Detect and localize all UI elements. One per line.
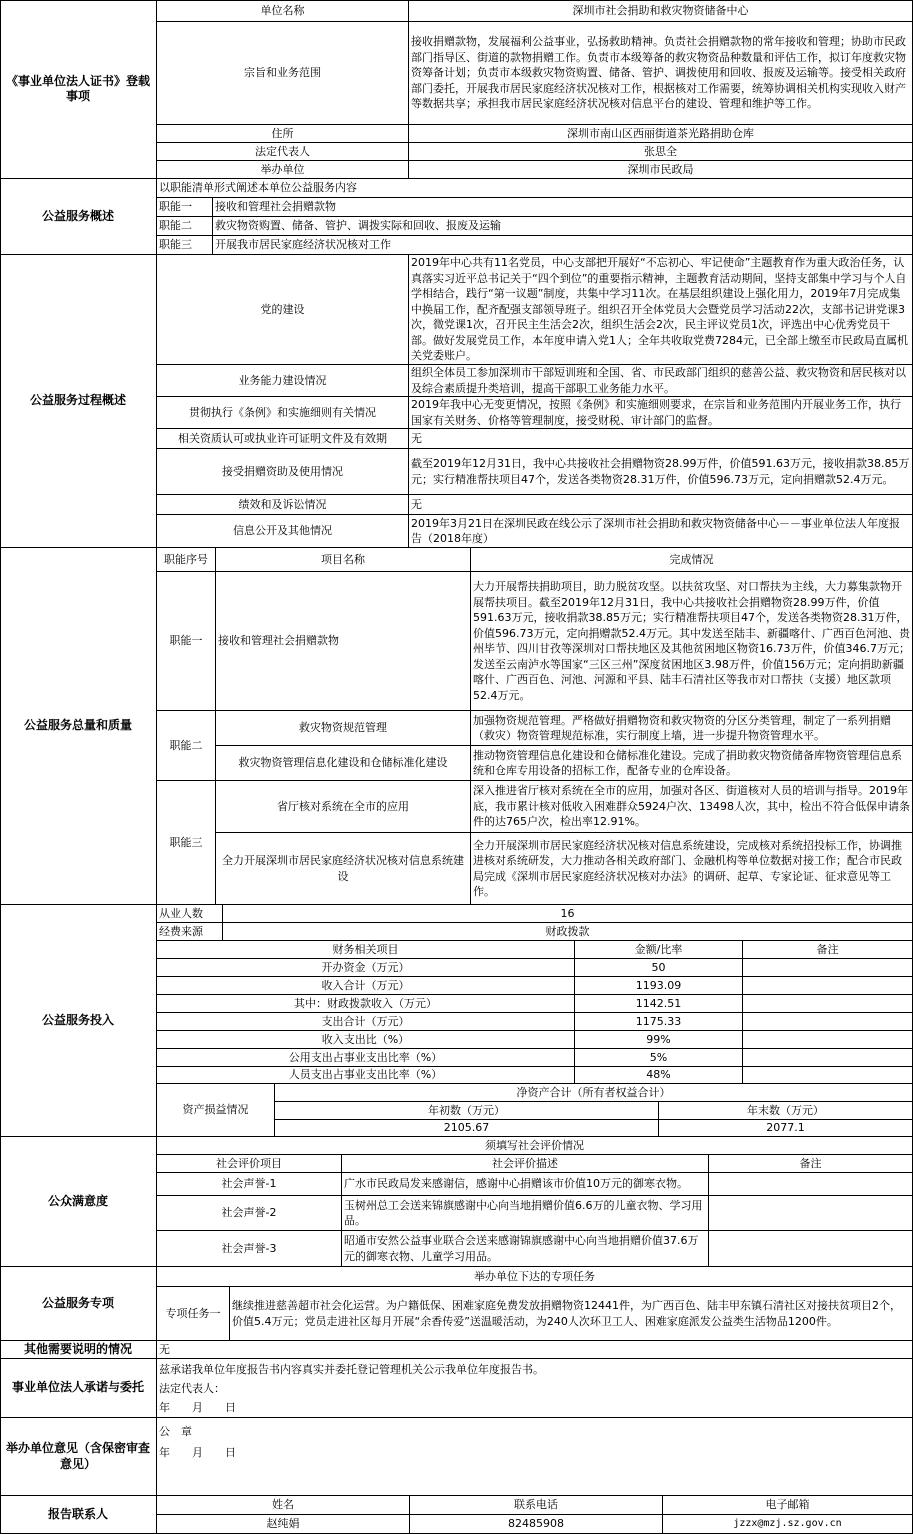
value-text: 99% (646, 1032, 671, 1046)
section-commitment (0, 1359, 157, 1418)
process-value-license (409, 429, 913, 449)
satisfaction-header-note (709, 1155, 913, 1173)
header-text: 联系电话 (514, 1498, 558, 1512)
finance-row-value (575, 977, 743, 995)
quality-function-label (157, 781, 216, 905)
finance-row-value (575, 1013, 743, 1031)
overview-function-value (213, 198, 913, 217)
contact-email (663, 1515, 913, 1534)
funding-source-value (223, 923, 913, 941)
value-text: 救灾物资管理信息化建设和仓储标准化建设 (238, 756, 448, 770)
section-label: 事业单位法人承诺与委托 (11, 1380, 144, 1395)
process-label-party (157, 255, 409, 365)
satisfaction-row-desc (342, 1173, 709, 1196)
quality-project-result (471, 572, 913, 711)
quality-project-result (471, 746, 913, 781)
value-text: 无 (411, 431, 422, 445)
header-text: 电子邮箱 (765, 1498, 810, 1512)
special-task-value (230, 1287, 913, 1341)
label-text: 单位名称 (260, 3, 305, 17)
quality-header-function (157, 548, 216, 572)
value-text: 财政拨款 (545, 924, 590, 938)
section-label: 公益服务概述 (41, 208, 114, 223)
title-text: 举办单位下达的专项任务 (474, 1269, 595, 1283)
satisfaction-row-item (157, 1196, 342, 1231)
satisfaction-header-desc (342, 1155, 709, 1173)
satisfaction-row-desc (342, 1231, 709, 1267)
value-text: jzzx@mzj.sz.gov.cn (733, 1518, 842, 1530)
label-text: 接受捐赠资助及使用情况 (222, 464, 343, 478)
value-text: 组织全体员工参加深圳市干部短训班和全国、省、市民政部门组织的慈善公益、救灾物资和居民核对以及综合素质提升类培训，提高干部职工业务能力水平。 (411, 366, 906, 395)
overview-function-label (157, 236, 213, 255)
process-label-litigation (157, 495, 409, 515)
net-assets-header (275, 1084, 913, 1102)
section-label: 报告联系人 (47, 1506, 108, 1521)
value-text: 深入推进省厅核对系统在全市的应用，加强对各区、街道核对人员的培训与指导。2019年底，我市累计核对低收入困难群众5924户次、13498人次，其中，检出不符合低保申请条件的达765户次，检出率12.91%。 (473, 784, 910, 829)
finance-row-note (743, 1067, 913, 1084)
label-text: 贯彻执行《条例》和实施细则有关情况 (189, 405, 376, 419)
value-text: 82485908 (508, 1517, 564, 1531)
value-text: 16 (560, 906, 575, 920)
assets-begin-label (275, 1102, 659, 1120)
label-text: 职能一 (159, 200, 192, 214)
legal-rep-signature-label: 法定代表人： (159, 1381, 225, 1395)
label-text: 专项任务一 (165, 1306, 221, 1320)
header-text: 年初数（万元） (428, 1103, 505, 1117)
contact-header-name (157, 1496, 410, 1515)
staff-count-value (223, 905, 913, 923)
process-value-capacity (409, 365, 913, 397)
item-text: 公用支出占事业支出比率（%） (288, 1050, 443, 1064)
label-text: 职能一 (169, 634, 203, 648)
value-text: 救灾物资规范管理 (299, 721, 387, 735)
section-label: 《事业单位法人证书》登载事项 (5, 73, 150, 103)
value-text: 截至2019年12月31日，我中心共接收社会捐赠物资28.99万件，价值591.63万元，接收捐款38.85万元；实行精准帮扶项目47个，发送各类物资28.31万件，价值596.73万元，定向捐赠款52.4万元。 (411, 457, 910, 486)
value-text: 深圳市南山区西丽街道茶光路捐助仓库 (567, 126, 754, 140)
header-text: 社会评价项目 (216, 1156, 282, 1170)
satisfaction-row-note (709, 1173, 913, 1196)
section-label: 公益服务专项 (41, 1295, 114, 1310)
other-value (157, 1341, 913, 1359)
label-text: 绩效和及诉讼情况 (238, 497, 327, 511)
quality-project-result (471, 711, 913, 746)
header-text: 净资产合计（所有者权益合计） (516, 1085, 671, 1099)
item-text: 其中：财政拨款收入（万元） (294, 996, 437, 1010)
field-value-address (409, 125, 913, 143)
value-text: 全力开展深圳市居民家庭经济状况核对信息系统建设，完成核对系统招投标工作，协调推进核对系统研发，大力推动各相关政府部门、金融机构等单位数据对接工作；配合市民政局完成《深圳市居民家庭经济状况核对办法》的调研、起草、专家论证、征求意见等工作。 (473, 838, 902, 898)
desc-text: 昭通市安然公益事业联合会送来感谢锦旗感谢中心向当地捐赠价值37.6万元的御寒衣物、儿童学习用品。 (344, 1234, 699, 1263)
section-process (0, 255, 157, 548)
label-text: 经费来源 (159, 924, 203, 938)
assets-end-value (659, 1120, 913, 1137)
quality-project-name (216, 746, 471, 781)
finance-row-value (575, 1031, 743, 1049)
field-label-unit-name (157, 0, 409, 22)
value-text: 全力开展深圳市居民家庭经济状况核对信息系统建设 (222, 854, 464, 883)
label-text: 资产损益情况 (182, 1103, 249, 1117)
value-text: 1142.51 (635, 996, 682, 1010)
label-text: 相关资质认可或执业许可证明文件及有效期 (178, 431, 387, 445)
satisfaction-row-item (157, 1173, 342, 1196)
value-text: 50 (651, 960, 666, 974)
finance-header-note (743, 941, 913, 959)
title-text: 须填写社会评价情况 (485, 1138, 584, 1152)
date-placeholder: 年 月 日 (159, 1400, 236, 1414)
value-text: 省厅核对系统在全市的应用 (277, 799, 409, 813)
satisfaction-row-item (157, 1231, 342, 1267)
label-text: 职能三 (159, 238, 192, 252)
satisfaction-header-item (157, 1155, 342, 1173)
assets-end-label (659, 1102, 913, 1120)
item-text: 社会声誉-2 (221, 1206, 277, 1220)
finance-row-item (157, 959, 575, 977)
header-text: 备注 (799, 1156, 822, 1170)
quality-project-name (216, 833, 471, 905)
field-label-purpose (157, 22, 409, 125)
overview-intro (157, 179, 913, 198)
value-text: 加强物资规范管理。严格做好捐赠物资和救灾物资的分区分类管理，制定了一系列捐赠（救灾）物资管理规范标准，实行制度上墙，进一步提升物资管理水平。 (473, 713, 891, 742)
field-value-unit-name (409, 0, 913, 22)
value-text: 2077.1 (766, 1121, 805, 1135)
finance-row-value (575, 995, 743, 1013)
item-text: 收入合计（万元） (321, 978, 410, 992)
section-quality (0, 548, 157, 905)
value-text: 5% (649, 1050, 668, 1064)
date-placeholder: 年 月 日 (159, 1446, 236, 1459)
quality-project-result (471, 781, 913, 833)
value-text: 接收和管理社会捐赠款物 (218, 634, 339, 648)
satisfaction-row-desc (342, 1196, 709, 1231)
satisfaction-row-note (709, 1231, 913, 1267)
finance-row-item (157, 1031, 575, 1049)
value-text: 张思全 (644, 144, 677, 158)
desc-text: 广水市民政局发来感谢信，感谢中心捐赠该市价值10万元的御寒衣物。 (344, 1177, 688, 1191)
quality-header-result (471, 548, 913, 572)
field-value-sponsor (409, 161, 913, 179)
section-sponsor-opinion (0, 1418, 157, 1496)
label-text: 业务能力建设情况 (238, 373, 327, 387)
label-text: 信息公开及其他情况 (233, 524, 332, 538)
special-title (157, 1267, 913, 1287)
overview-function-value (213, 236, 913, 255)
seal-label: 公 章 (159, 1425, 192, 1438)
value-text: 2019年我中心无变更情况，按照《条例》和实施细则要求，在宗旨和业务范围内开展业务工作，执行国家有关财务、价格等管理制度，接受财税、审计部门的监督。 (411, 398, 901, 427)
field-value-legal-rep (409, 143, 913, 161)
assets-label (157, 1084, 275, 1137)
finance-row-item (157, 1049, 575, 1067)
item-text: 社会声誉-3 (221, 1241, 277, 1255)
value-text: 赵纯娟 (266, 1517, 300, 1531)
section-special (0, 1267, 157, 1341)
contact-phone (410, 1515, 663, 1534)
value-text: 大力开展帮扶捐助项目，助力脱贫攻坚。以扶贫攻坚、对口帮扶为主线，大力募集款物开展帮扶项目。截至2019年12月31日，我中心共接收社会捐赠物资28.99万件，价值591.63万元，接收捐款38.85万元；实行精准帮扶项目47个，发送各类物资28.31万件，价值596.73万元，定向捐赠款52.4万元。其中发送至陆丰、新疆喀什、广西百色河池、贵州毕节、四川甘孜等深圳对口帮扶地区及其他贫困地区物资16.73万件，价值346.7万元；发送至云南泸水等国家“三区三州”深度贫困地区3.98万件，价值156万元；定向捐助新疆喀什、广西百色、河池、河源和平县、陆丰石清社区等我市对口帮扶（支援）地区款项52.4万元。 (473, 580, 910, 702)
value-text: 无 (159, 1342, 170, 1356)
section-label: 举办单位意见（含保密审查意见） (5, 1441, 150, 1471)
label-text: 职能三 (169, 835, 203, 849)
contact-header-email (663, 1496, 913, 1515)
overview-function-value (213, 217, 913, 236)
section-label: 公益服务投入 (41, 1012, 114, 1027)
quality-header-project (216, 548, 471, 572)
item-text: 支出合计（万元） (321, 1014, 410, 1028)
overview-function-label (157, 217, 213, 236)
quality-project-name (216, 572, 471, 711)
overview-function-label (157, 198, 213, 217)
section-label: 公益服务过程概述 (29, 393, 126, 408)
finance-row-note (743, 1013, 913, 1031)
item-text: 开办资金（万元） (321, 960, 410, 974)
value-text: 1175.33 (635, 1014, 682, 1028)
process-value-party (409, 255, 913, 365)
process-label-capacity (157, 365, 409, 397)
finance-row-item (157, 1013, 575, 1031)
value-text: 48% (646, 1068, 671, 1082)
finance-row-note (743, 977, 913, 995)
commitment-content (157, 1359, 913, 1418)
header-text: 金额/比率 (634, 942, 683, 956)
finance-row-note (743, 959, 913, 977)
field-label-legal-rep (157, 143, 409, 161)
process-label-disclosure (157, 515, 409, 548)
process-value-disclosure (409, 515, 913, 548)
section-label: 其他需要说明的情况 (23, 1341, 132, 1356)
contact-header-phone (410, 1496, 663, 1515)
finance-row-note (743, 995, 913, 1013)
field-label-sponsor (157, 161, 409, 179)
header-text: 备注 (816, 942, 839, 956)
field-value-purpose (409, 22, 913, 125)
staff-count-label (157, 905, 223, 923)
header-text: 财务相关项目 (332, 942, 399, 956)
value-text: 救灾物资购置、储备、管护、调拨实际和回收、报废及运输 (215, 219, 501, 233)
label-text: 举办单位 (260, 162, 305, 176)
quality-function-label (157, 572, 216, 711)
header-text: 完成情况 (669, 552, 714, 566)
quality-project-result (471, 833, 913, 905)
process-label-donations (157, 449, 409, 495)
label-text: 职能二 (169, 738, 203, 752)
value-text: 推动物资管理信息化建设和仓储标准化建设。完成了捐助救灾物资储备库物资管理信息系统和仓库专用设备的招标工作，配备专业的仓库设备。 (473, 748, 902, 777)
header-text: 项目名称 (321, 552, 365, 566)
label-text: 住所 (271, 126, 294, 140)
value-text: 2019年中心共有11名党员，中心支部把开展好“不忘初心、牢记使命”主题教育作为重大政治任务，认真落实习近平总书记关于“四个到位”的重要指示精神，主题教育活动期间，坚持支部集中学习与个人自学相结合，践行“第一议题”制度，共集中学习11次。在基层组织建设上强化用力，2019年7月完成集中换届工作，配齐配强支部领导班子。组织召开全体党员大会暨党员学习活动22次，支部书记讲党课3次，微党课1次，召开民主生活会2次，组织生活会2次，民主评议党员1次，评选出中心优秀党员干部。做好发展党员工作，本年度申请入党1人；全年共收取党费7284元，已全部上缴至市民政局直属机关党委账户。 (411, 256, 908, 363)
header-text: 年末数（万元） (747, 1103, 824, 1117)
value-text: 2019年3月21日在深圳民政在线公示了深圳市社会捐助和救灾物资储备中心－－事业单位法人年度报告（2018年度） (411, 516, 900, 545)
finance-row-value (575, 959, 743, 977)
process-value-regulation (409, 397, 913, 429)
satisfaction-row-note (709, 1196, 913, 1231)
quality-project-name (216, 711, 471, 746)
intro-text: 以职能清单形式阐述本单位公益服务内容 (159, 181, 357, 195)
value-text: 接收捐赠款物，发展福利公益事业，弘扬救助精神。负责社会捐赠款物的常年接收和管理；协助市民政部门指导区、街道的款物捐赠工作。负责市本级筹备的救灾物资品种数量和评估工作，拟订年度救灾物资筹备计划；负责市本级救灾物资购置、储备、管护、调拨使用和回收、报废及运输等。接受相关政府部门委托，开展我市居民家庭经济状况核对工作，根据核对工作需要，统筹协调相关机构实现收入财产等数据共享；承担我市居民家庭经济状况核对信息平台的建设、管理和维护等工作。 (411, 35, 906, 111)
finance-row-item (157, 1067, 575, 1084)
label-text: 职能二 (159, 219, 192, 233)
finance-row-note (743, 1031, 913, 1049)
process-value-litigation (409, 495, 913, 515)
commitment-text: 兹承诺我单位年度报告书内容真实并委托登记管理机关公示我单位年度报告书。 (159, 1362, 544, 1376)
finance-header-amount (575, 941, 743, 959)
value-text: 继续推进慈善超市社会化运营。为户籍低保、困难家庭免费发放捐赠物资12441件，为广西百色、陆丰甲东镇石清社区对接扶贫项目2个，价值5.4万元；党员走进社区每月开展“余香传爱”送温暖活动，为240人次环卫工人、困难家庭派发公益类生活物品1200件。 (232, 1299, 901, 1328)
process-label-license (157, 429, 409, 449)
section-label: 公益服务总量和质量 (23, 718, 132, 733)
section-satisfaction (0, 1137, 157, 1267)
section-overview (0, 179, 157, 255)
value-text: 无 (411, 497, 422, 511)
finance-row-value (575, 1067, 743, 1084)
field-label-address (157, 125, 409, 143)
item-text: 社会声誉-1 (221, 1177, 277, 1191)
label-text: 法定代表人 (255, 144, 310, 158)
finance-header-item (157, 941, 575, 959)
sponsor-opinion-content (157, 1418, 913, 1496)
value-text: 2105.67 (443, 1121, 490, 1135)
assets-begin-value (275, 1120, 659, 1137)
section-label: 公众满意度 (47, 1193, 108, 1208)
label-text: 党的建设 (260, 302, 305, 316)
value-text: 开展我市居民家庭经济状况核对工作 (215, 238, 391, 252)
header-text: 社会评价描述 (492, 1156, 558, 1170)
label-text: 宗旨和业务范围 (244, 66, 321, 80)
finance-row-item (157, 977, 575, 995)
section-other (0, 1341, 157, 1359)
header-text: 姓名 (272, 1498, 294, 1512)
process-label-regulation (157, 397, 409, 429)
header-text: 职能序号 (164, 552, 208, 566)
value-text: 1193.09 (635, 978, 682, 992)
contact-name (157, 1515, 410, 1534)
value-text: 深圳市民政局 (627, 162, 694, 176)
label-text: 从业人数 (159, 906, 203, 920)
finance-row-item (157, 995, 575, 1013)
quality-function-label (157, 711, 216, 781)
section-registration (0, 0, 157, 179)
special-task-label (157, 1287, 230, 1341)
value-text: 深圳市社会捐助和救灾物资储备中心 (572, 3, 749, 17)
funding-source-label (157, 923, 223, 941)
item-text: 人员支出占事业支出比率（%） (288, 1068, 443, 1082)
desc-text: 玉树州总工会送来锦旗感谢中心向当地捐赠价值6.6万的儿童衣物、学习用品。 (344, 1198, 703, 1227)
satisfaction-title (157, 1137, 913, 1155)
quality-project-name (216, 781, 471, 833)
finance-row-note (743, 1049, 913, 1067)
section-investment (0, 905, 157, 1137)
finance-row-value (575, 1049, 743, 1067)
process-value-donations (409, 449, 913, 495)
section-contact (0, 1496, 157, 1534)
value-text: 接收和管理社会捐赠款物 (215, 200, 336, 214)
item-text: 收入支出比（%） (321, 1032, 410, 1046)
